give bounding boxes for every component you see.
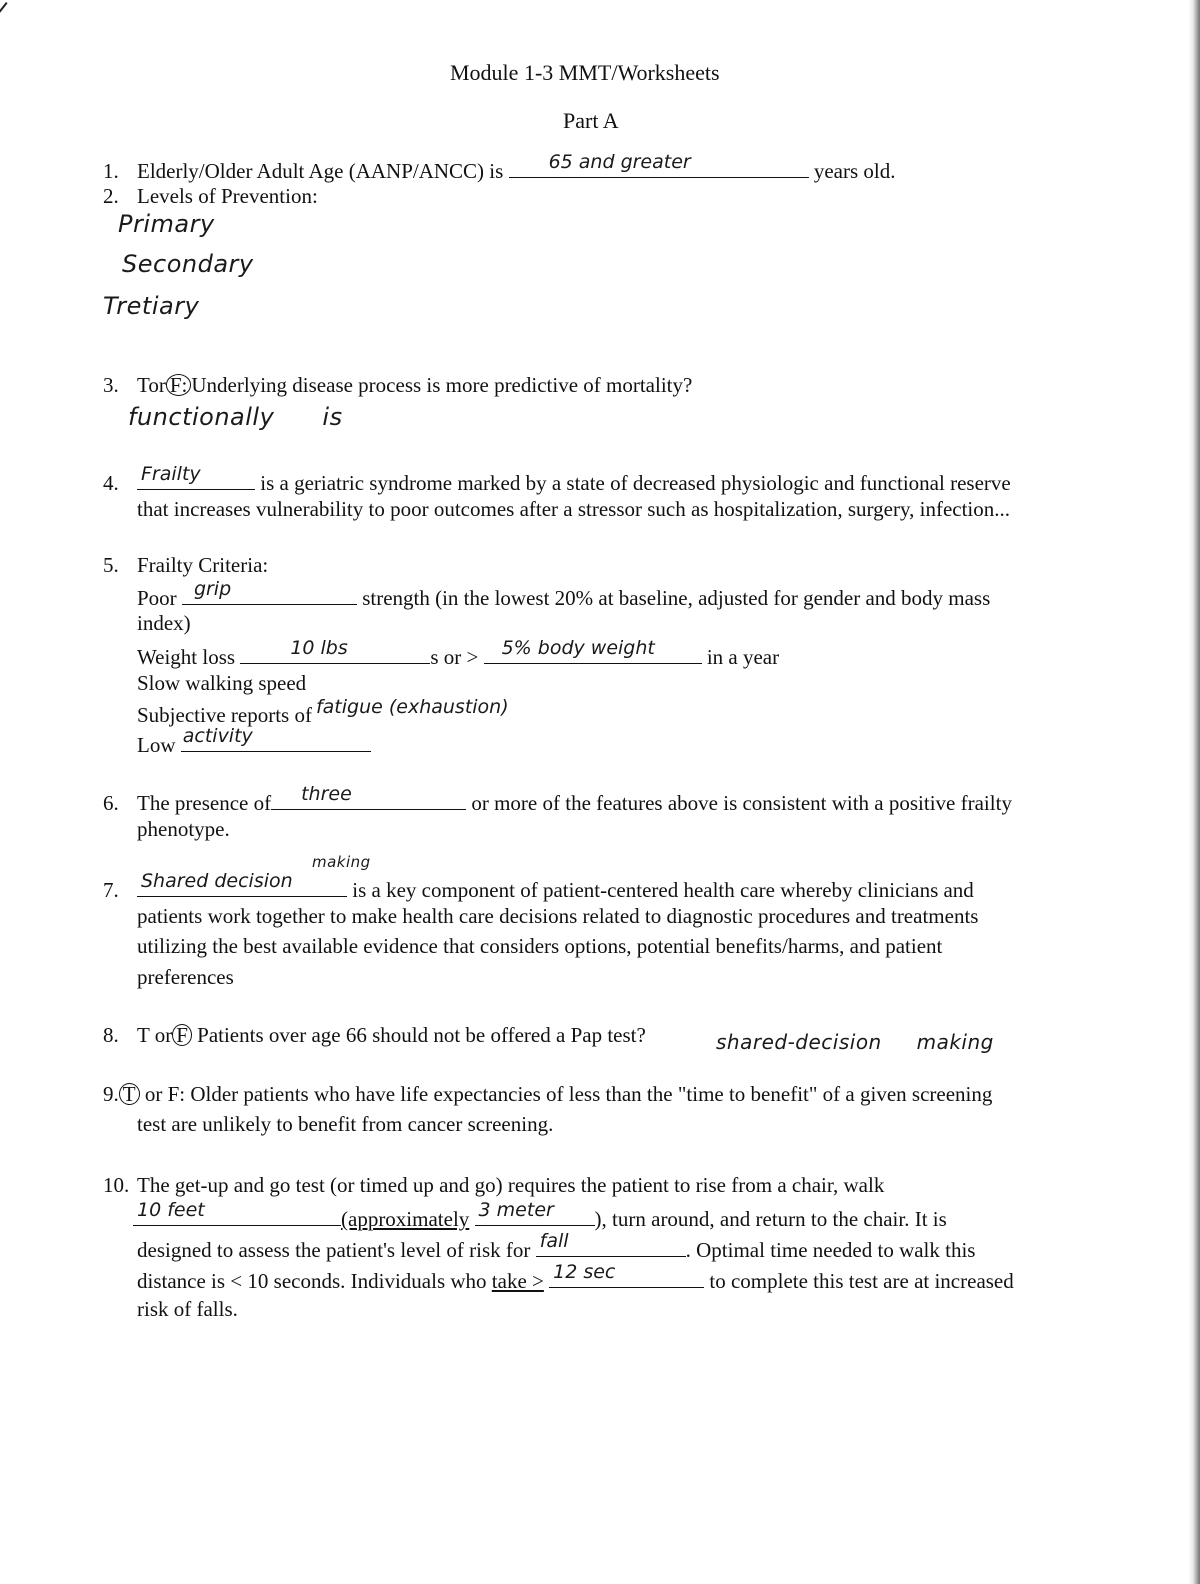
part-label: Part A — [563, 108, 619, 133]
question-number: 8. — [103, 1023, 119, 1047]
question-text: distance is < 10 seconds. Individuals who — [137, 1269, 487, 1293]
criteria-weight-loss — [137, 637, 780, 670]
answer-blank — [509, 151, 809, 178]
scan-edge-shadow — [1188, 0, 1200, 1584]
answer-blank — [137, 463, 255, 490]
or-label: or — [148, 373, 166, 397]
question-number: 2. — [103, 184, 119, 208]
answer-blank — [240, 637, 430, 664]
question-text: Patients over age 66 should not be offered a Pap test? — [197, 1023, 646, 1047]
question-number: 1. — [103, 159, 119, 183]
question-text: Underlying disease process is more predictive of mortality? — [191, 373, 693, 397]
false-option-circled: F — [172, 1024, 192, 1046]
question-6 — [103, 783, 1012, 816]
question-10 — [103, 1172, 884, 1198]
handwritten-answer: 10 feet — [137, 1199, 205, 1221]
question-text: designed to assess the patient's level of risk for — [137, 1238, 531, 1262]
question-7-line3: utilizing the best available evidence that considers options, potential benefits/harms, and patient — [137, 934, 943, 958]
question-text-after: or more of the features above is consistent with a positive frailty — [471, 791, 1012, 815]
question-number: 9. — [103, 1082, 119, 1106]
handwritten-answer-secondary: Secondary — [122, 250, 254, 278]
question-number: 6. — [103, 791, 119, 815]
question-4 — [103, 463, 1011, 496]
criteria-label: Poor — [137, 586, 177, 610]
question-text: is a geriatric syndrome marked by a state of decreased physiologic and functional reserve — [260, 471, 1011, 495]
handwritten-answer: three — [301, 783, 352, 805]
handwritten-answer: Shared decision — [141, 870, 293, 892]
or-label: or — [154, 1023, 173, 1047]
answer-blank — [133, 1199, 341, 1226]
question-text: Levels of Prevention: — [137, 184, 318, 208]
question-5 — [103, 552, 268, 578]
true-option: T — [137, 1023, 150, 1047]
question-title: Frailty Criteria: — [137, 553, 269, 577]
handwritten-answer: 12 sec — [553, 1261, 616, 1283]
question-number: 3. — [103, 373, 119, 397]
answer-blank — [484, 637, 702, 664]
page-title: Module 1-3 MMT/Worksheets — [450, 60, 720, 85]
question-text: The get-up and go test (or timed up and go) requires the patient to rise from a chair, walk — [137, 1173, 885, 1197]
handwritten-answer: activity — [182, 725, 253, 747]
answer-blank — [182, 578, 357, 605]
pen-mark — [0, 2, 8, 51]
criteria-grip-line2: index) — [137, 611, 191, 635]
handwritten-answer-above: making — [312, 853, 371, 871]
handwritten-answer: 5% body weight — [501, 637, 655, 659]
criteria-low-activity — [137, 725, 371, 758]
false-option-circled: F: — [166, 374, 192, 396]
question-4-line2: that increases vulnerability to poor outcomes after a stressor such as hospitalization, surgery, infection... — [137, 497, 1011, 521]
handwritten-answer: functionally is — [128, 403, 343, 431]
question-text: The presence of — [137, 791, 272, 815]
take-label: take > — [491, 1269, 544, 1293]
question-3 — [103, 372, 692, 398]
handwritten-answer: shared-decision making — [716, 1030, 994, 1054]
question-7 — [103, 870, 974, 903]
question-10-line5: risk of falls. — [137, 1297, 238, 1321]
handwritten-answer: fall — [539, 1230, 569, 1252]
question-number: 5. — [103, 553, 119, 577]
approximately-label: (approximately — [341, 1207, 470, 1231]
answer-blank — [312, 696, 552, 722]
criteria-grip — [137, 578, 991, 611]
answer-blank — [137, 870, 347, 897]
question-number: 7. — [103, 878, 119, 902]
handwritten-answer: 10 lbs — [290, 637, 348, 659]
answer-blank — [181, 725, 371, 752]
handwritten-answer: 3 meter — [478, 1199, 554, 1221]
answer-blank — [475, 1199, 595, 1226]
true-option: T — [137, 373, 149, 397]
criteria-text: in a year — [706, 645, 780, 669]
question-10-line4 — [137, 1261, 1014, 1294]
handwritten-answer: Frailty — [141, 463, 201, 485]
question-8 — [103, 1022, 646, 1048]
criteria-text: s or > — [430, 645, 479, 669]
criteria-label: Low — [137, 733, 176, 757]
criteria-label: Weight loss — [137, 645, 236, 669]
answer-blank — [536, 1230, 686, 1257]
question-7-line4: preferences — [137, 965, 234, 989]
question-number: 10. — [103, 1173, 130, 1197]
question-6-line2: phenotype. — [137, 817, 230, 841]
question-text: ), turn around, and return to the chair. It is — [594, 1207, 947, 1231]
true-option-circled: T — [119, 1083, 140, 1105]
answer-blank — [271, 783, 466, 810]
question-1 — [103, 151, 896, 184]
question-7-line2: patients work together to make health care decisions related to diagnostic procedures and treatments — [137, 904, 979, 928]
handwritten-answer: 65 and greater — [548, 151, 691, 173]
question-text: Elderly/Older Adult Age (AANP/ANCC) is — [137, 159, 504, 183]
handwritten-answer-primary: Primary — [118, 210, 215, 238]
question-number: 4. — [103, 471, 119, 495]
question-text: to complete this test are at increased — [709, 1269, 1014, 1293]
handwritten-answer: grip — [193, 578, 232, 600]
question-text: or F: Older patients who have life expectancies of less than the "time to benefit" of a given screening — [144, 1082, 993, 1106]
criteria-slow-walking: Slow walking speed — [137, 671, 307, 695]
criteria-text: strength (in the lowest 20% at baseline, adjusted for gender and body mass — [362, 586, 991, 610]
handwritten-answer-tertiary: Tretiary — [103, 292, 200, 320]
question-text: is a key component of patient-centered health care whereby clinicians and — [352, 878, 974, 902]
question-text: . Optimal time needed to walk this — [685, 1238, 976, 1262]
handwritten-answer: fatigue (exhaustion) — [315, 696, 509, 718]
question-2 — [103, 183, 318, 209]
question-9-line2: test are unlikely to benefit from cancer screening. — [137, 1112, 554, 1136]
criteria-label: Subjective reports of — [137, 703, 312, 727]
question-9 — [103, 1081, 992, 1107]
question-text-after: years old. — [813, 159, 896, 183]
answer-blank — [549, 1261, 704, 1288]
